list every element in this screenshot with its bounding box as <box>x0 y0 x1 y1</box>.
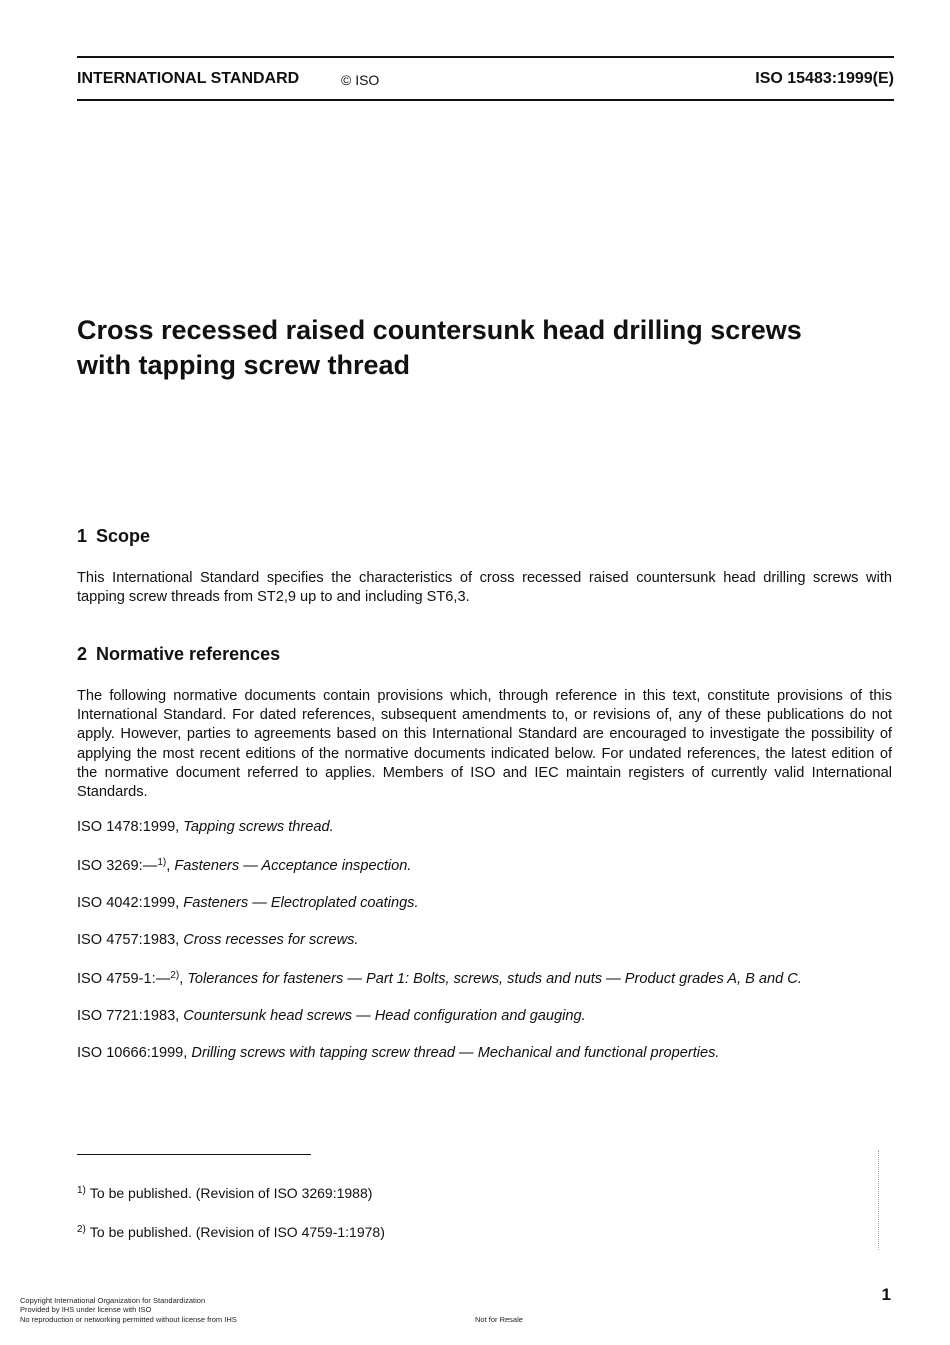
not-for-resale: Not for Resale <box>475 1315 523 1324</box>
title-line-2: with tapping screw thread <box>77 350 411 380</box>
section-heading-normative-references <box>77 644 280 665</box>
document-title <box>77 313 897 383</box>
title-line-1: Cross recessed raised countersunk head drilling screws <box>77 315 802 345</box>
reference-item <box>77 971 907 987</box>
reference-code: ISO 7721:1983, <box>77 1008 184 1024</box>
normative-references-paragraph: The following normative documents contain provisions which, through reference in this text, constitute provisions of this International Standard. For dated references, subsequent amendments to, or revisions of, any of these publications do not apply. However, parties to agreements based on this International Standard are encouraged to investigate the possibility of applying the most recent editions of the normative documents indicated below. For undated references, the latest edition of the normative document referred to applies. Members of ISO and IEC maintain registers of currently valid International Standards. <box>77 688 892 801</box>
document-number: ISO 15483:1999(E) <box>755 70 894 87</box>
header-top-rule <box>77 56 894 58</box>
reference-code: ISO 10666:1999, <box>77 1045 192 1061</box>
reference-code: ISO 1478:1999, <box>77 819 184 835</box>
header-bottom-rule <box>77 99 894 101</box>
reference-title: Cross recesses for screws. <box>183 932 359 948</box>
reference-item <box>77 895 907 911</box>
footnote <box>77 1185 372 1201</box>
legal-line: Copyright International Organization for Standardization <box>20 1296 206 1305</box>
reference-code: ISO 3269:— <box>77 858 158 874</box>
reference-title: Countersunk head screws — Head configuration and gauging. <box>183 1008 586 1024</box>
reference-code: ISO 4759-1:— <box>77 971 171 987</box>
footnote-mark: 2) <box>77 1224 86 1235</box>
section-title: Scope <box>96 526 151 546</box>
footnote-marker: 2) <box>170 970 180 981</box>
section-heading-scope <box>77 526 150 547</box>
copyright-mark: © ISO <box>341 72 380 88</box>
reference-code: ISO 4757:1983, <box>77 932 184 948</box>
reference-title: Fasteners — Acceptance inspection. <box>174 858 412 874</box>
footnote-text: To be published. (Revision of ISO 4759-1:1978) <box>89 1224 385 1240</box>
legal-line: No reproduction or networking permitted without license from IHS <box>20 1315 237 1324</box>
footnote <box>77 1224 385 1240</box>
reference-item <box>77 932 907 948</box>
reference-separator: , <box>166 858 175 874</box>
footnote-text: To be published. (Revision of ISO 3269:1988) <box>89 1185 373 1201</box>
section-number: 1 <box>77 526 88 546</box>
margin-dots <box>878 1150 882 1250</box>
reference-title: Tolerances for fasteners — Part 1: Bolts, screws, studs and nuts — Product grades A, B and C. <box>187 971 802 987</box>
scope-paragraph: This International Standard specifies the characteristics of cross recessed raised countersunk head drilling screws with tapping screw threads from ST2,9 up to and including ST6,3. <box>77 570 892 606</box>
reference-title: Fasteners — Electroplated coatings. <box>183 895 419 911</box>
reference-title: Drilling screws with tapping screw thread — Mechanical and functional properties. <box>191 1045 720 1061</box>
document-type: INTERNATIONAL STANDARD <box>77 70 300 87</box>
page-number: 1 <box>881 1285 891 1304</box>
footnote-mark: 1) <box>77 1185 86 1196</box>
reference-item <box>77 1008 907 1024</box>
footnote-marker: 1) <box>157 857 167 868</box>
section-number: 2 <box>77 644 88 664</box>
legal-line: Provided by IHS under license with ISO <box>20 1305 152 1314</box>
section-title: Normative references <box>96 644 281 664</box>
reference-title: Tapping screws thread. <box>183 819 334 835</box>
reference-item <box>77 858 907 874</box>
footnote-separator <box>77 1154 311 1155</box>
reference-code: ISO 4042:1999, <box>77 895 184 911</box>
reference-separator: , <box>179 971 188 987</box>
reference-item <box>77 1045 907 1061</box>
reference-item <box>77 819 907 835</box>
